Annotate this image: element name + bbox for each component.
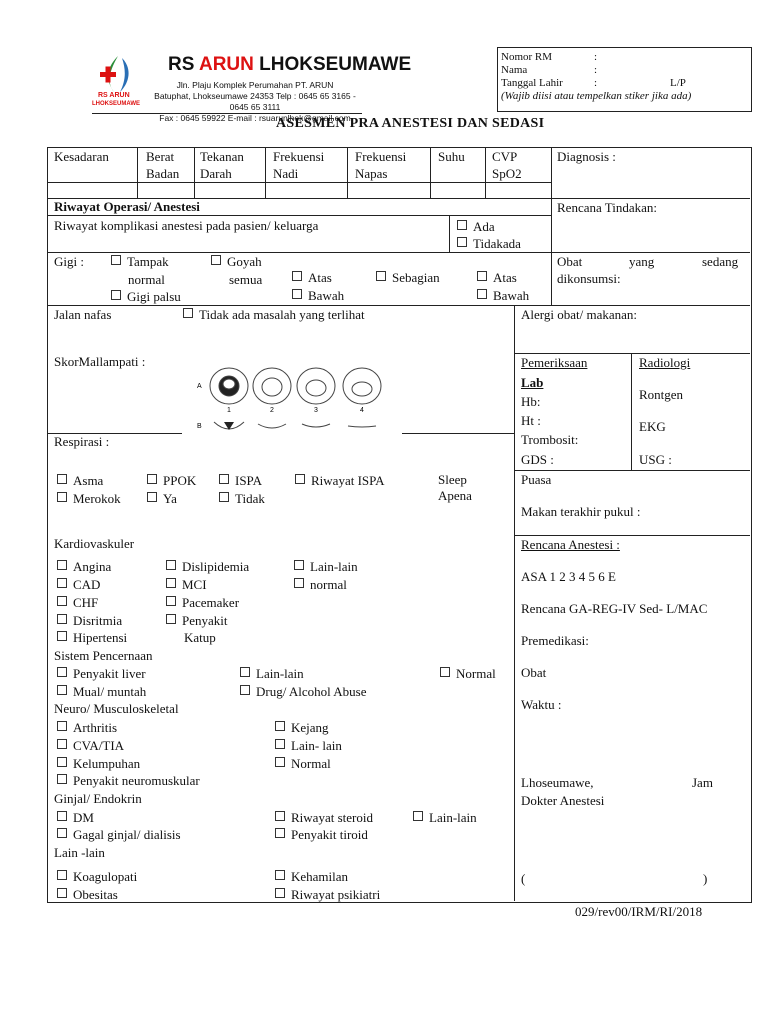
checkbox-ya[interactable] — [147, 492, 157, 502]
diagnosis-label: Diagnosis : — [557, 149, 616, 164]
option-cva-tia[interactable]: CVA/TIA — [57, 738, 124, 754]
hospital-address: Jln. Plaju Komplek Perumahan PT. ARUN Batuphat, Lhokseumawe 24353 Telp : 0645 65 3165 - 0645 65 3111 Fax : 0645 59922 E-mail : rsuarunlhok@gmail.com — [154, 80, 356, 123]
sleep-apnea-2: Apena — [438, 488, 472, 503]
ht-label: Ht : — [521, 413, 541, 428]
option-ada[interactable]: Ada — [457, 219, 495, 235]
hb-label: Hb: — [521, 394, 541, 409]
checkbox-neuromuskular[interactable] — [57, 774, 67, 784]
cvp-label-1: CVP — [492, 149, 518, 164]
row-divider-2 — [47, 252, 750, 253]
option-sebagian[interactable]: Sebagian — [376, 270, 440, 286]
option-merokok[interactable]: Merokok — [57, 491, 121, 507]
checkbox-ppok[interactable] — [147, 474, 157, 484]
kardio-label: Kardiovaskuler — [54, 536, 135, 551]
row-divider-3 — [47, 305, 750, 306]
checkbox-penyakit-liver[interactable] — [57, 667, 67, 677]
mallampati-illustration — [196, 364, 402, 436]
option-riwayat-steroid[interactable]: Riwayat steroid — [275, 810, 373, 826]
option-dislipidemia[interactable]: Dislipidemia — [166, 559, 249, 575]
vitals-col-3 — [265, 147, 266, 198]
checkbox-arthritis[interactable] — [57, 721, 67, 731]
option-angina[interactable]: Angina — [57, 559, 111, 575]
goyah-semua-cont: semua — [229, 272, 263, 287]
checkbox-cva-tia[interactable] — [57, 739, 67, 749]
checkbox-pencernaan-normal[interactable] — [440, 667, 450, 677]
option-tidak[interactable]: Tidak — [219, 491, 265, 507]
checkbox-pacemaker[interactable] — [166, 596, 176, 606]
obat-dikonsumsi-1a: Obat — [557, 254, 583, 269]
option-kelumpuhan[interactable]: Kelumpuhan — [57, 756, 140, 772]
option-kehamilan[interactable]: Kehamilan — [275, 869, 348, 885]
gds-label: GDS : — [521, 452, 554, 467]
vitals-col-1 — [137, 147, 138, 198]
checkbox-goyah-semua[interactable] — [211, 255, 221, 265]
pemeriksaan-heading: Pemeriksaan — [521, 355, 588, 370]
obat-label: Obat — [521, 665, 547, 680]
tekanan-label-2: Darah — [200, 166, 232, 181]
cvp-label-2: SpO2 — [492, 166, 522, 181]
premedikasi-label: Premedikasi: — [521, 633, 589, 648]
nadi-label-2: Nadi — [273, 166, 299, 181]
vitals-col-4 — [347, 147, 348, 198]
header-rule — [92, 113, 362, 114]
checkbox-koagulopati[interactable] — [57, 870, 67, 880]
option-koagulopati[interactable]: Koagulopati — [57, 869, 137, 885]
option-arthritis[interactable]: Arthritis — [57, 720, 117, 736]
checkbox-dm[interactable] — [57, 811, 67, 821]
option-bawah-2[interactable]: Bawah — [477, 288, 529, 304]
option-pencernaan-lain[interactable]: Lain-lain — [240, 666, 304, 682]
option-mci[interactable]: MCI — [166, 577, 207, 593]
sleep-apnea-1: Sleep — [438, 472, 467, 487]
mp-label-b: B — [197, 423, 202, 430]
checkbox-neuro-lain[interactable] — [275, 739, 285, 749]
option-ginjal-lain[interactable]: Lain-lain — [413, 810, 477, 826]
right-column-divider-top — [551, 147, 552, 305]
berat-label-1: Berat — [146, 149, 175, 164]
right-column-divider — [514, 305, 515, 901]
usg-label: USG : — [639, 452, 672, 467]
checkbox-chf[interactable] — [57, 596, 67, 606]
checkbox-tidak-ada-masalah[interactable] — [183, 308, 193, 318]
riwayat-divider — [47, 215, 551, 216]
option-gagal-ginjal[interactable]: Gagal ginjal/ dialisis — [57, 827, 181, 843]
rontgen-label: Rontgen — [639, 387, 684, 402]
mp-label-1: 1 — [227, 407, 231, 414]
puasa-label: Puasa — [521, 472, 552, 487]
mallampati-label: SkorMallampati : — [54, 354, 146, 369]
alergi-label: Alergi obat/ makanan: — [521, 307, 638, 322]
checkbox-kejang[interactable] — [275, 721, 285, 731]
neuro-label: Neuro/ Musculoskeletal — [54, 701, 179, 716]
option-tidak-ada-masalah[interactable]: Tidak ada masalah yang terlihat — [183, 307, 365, 323]
logo-caption-1: RS ARUN — [98, 92, 130, 99]
trombosit-label: Trombosit: — [521, 432, 579, 447]
sex-label: L/P — [670, 77, 686, 89]
obat-dikonsumsi-2: dikonsumsi: — [557, 271, 621, 286]
checkbox-riwayat-steroid[interactable] — [275, 811, 285, 821]
vitals-col-2 — [194, 147, 195, 198]
checkbox-tidak[interactable] — [219, 492, 229, 502]
checkbox-hipertensi[interactable] — [57, 631, 67, 641]
checkbox-gigi-palsu[interactable] — [111, 290, 121, 300]
checkbox-sebagian[interactable] — [376, 271, 386, 281]
option-neuro-lain[interactable]: Lain- lain — [275, 738, 342, 754]
hospital-name: RS ARUN LHOKSEUMAWE — [168, 54, 412, 75]
checkbox-pencernaan-lain[interactable] — [240, 667, 250, 677]
checkbox-bawah[interactable] — [292, 289, 302, 299]
option-disritmia[interactable]: Disritmia — [57, 613, 122, 629]
option-tidakada[interactable]: Tidakada — [457, 236, 521, 252]
option-ispa[interactable]: ISPA — [219, 473, 262, 489]
checkbox-obesitas[interactable] — [57, 888, 67, 898]
checkbox-atas-2[interactable] — [477, 271, 487, 281]
pemeriksaan-divider — [514, 470, 750, 471]
option-pacemaker[interactable]: Pacemaker — [166, 595, 239, 611]
footer-code: 029/rev00/IRM/RI/2018 — [575, 904, 703, 919]
option-kejang[interactable]: Kejang — [275, 720, 329, 736]
mp-label-a: A — [197, 383, 202, 390]
rencana-tindakan-label: Rencana Tindakan: — [557, 200, 658, 215]
checkbox-kardio-normal[interactable] — [294, 578, 304, 588]
hospital-name-accent: ARUN — [198, 54, 254, 75]
dob-colon: : — [594, 77, 598, 89]
checkbox-gagal-ginjal[interactable] — [57, 828, 67, 838]
respirasi-divider-right — [402, 433, 514, 434]
lain-lain-label: Lain -lain — [54, 845, 105, 860]
option-gigi-palsu[interactable]: Gigi palsu — [111, 289, 181, 305]
respirasi-label: Respirasi : — [54, 434, 110, 449]
option-penyakit-katup[interactable]: Penyakit — [166, 613, 228, 629]
checkbox-ada[interactable] — [457, 220, 467, 230]
checkbox-angina[interactable] — [57, 560, 67, 570]
option-asma[interactable]: Asma — [57, 473, 103, 489]
checkbox-ispa[interactable] — [219, 474, 229, 484]
signature-close-paren: ) — [703, 871, 708, 886]
name-colon: : — [594, 64, 598, 76]
mp-label-2: 2 — [270, 407, 274, 414]
name-label: Nama — [501, 64, 528, 76]
option-kardio-lain[interactable]: Lain-lain — [294, 559, 358, 575]
vitals-col-5 — [430, 147, 431, 198]
napas-label-1: Frekuensi — [355, 149, 407, 164]
option-dm[interactable]: DM — [57, 810, 94, 826]
checkbox-riwayat-psikiatri[interactable] — [275, 888, 285, 898]
nadi-label-1: Frekuensi — [273, 149, 325, 164]
ginjal-label: Ginjal/ Endokrin — [54, 791, 142, 806]
jalan-nafas-label: Jalan nafas — [54, 307, 112, 322]
checkbox-tidakada[interactable] — [457, 237, 467, 247]
checkbox-kelumpuhan[interactable] — [57, 757, 67, 767]
option-hipertensi[interactable]: Hipertensi — [57, 630, 127, 646]
option-neuromuskular[interactable]: Penyakit neuromuskular — [57, 773, 200, 789]
mp-label-3: 3 — [314, 407, 318, 414]
katup-label: Katup — [184, 630, 216, 645]
radiologi-heading: Radiologi — [639, 355, 691, 370]
option-mual-muntah[interactable]: Mual/ muntah — [57, 684, 146, 700]
option-tampak-normal[interactable]: Tampak — [111, 254, 169, 270]
checkbox-penyakit-katup[interactable] — [166, 614, 176, 624]
checkbox-asma[interactable] — [57, 474, 67, 484]
vitals-col-6 — [485, 147, 486, 198]
option-goyah-semua[interactable]: Goyah — [211, 254, 262, 270]
kesadaran-label: Kesadaran — [54, 149, 109, 164]
dob-label: Tanggal Lahir — [501, 77, 563, 89]
form-title: ASESMEN PRA ANESTESI DAN SEDASI — [276, 116, 545, 131]
option-drug-abuse[interactable]: Drug/ Alcohol Abuse — [240, 684, 367, 700]
checkbox-ginjal-lain[interactable] — [413, 811, 423, 821]
tekanan-label-1: Tekanan — [200, 149, 244, 164]
rm-colon: : — [594, 51, 598, 63]
gigi-label: Gigi : — [54, 254, 84, 269]
signature-city: Lhoseumawe, — [521, 775, 594, 790]
logo-caption-2: LHOKSEUMAWE — [92, 101, 140, 107]
checkbox-kehamilan[interactable] — [275, 870, 285, 880]
option-neuro-normal[interactable]: Normal — [275, 756, 331, 772]
checkbox-merokok[interactable] — [57, 492, 67, 502]
riwayat-heading: Riwayat Operasi/ Anestesi — [54, 199, 200, 214]
suhu-label: Suhu — [438, 149, 465, 164]
patient-box-note: (Wajib diisi atau tempelkan stiker jika ada) — [501, 90, 692, 102]
obat-dikonsumsi-1c: sedang — [702, 254, 739, 269]
makan-terakhir-label: Makan terakhir pukul : — [521, 504, 641, 519]
lab-radiologi-divider — [631, 353, 632, 470]
rencana-teknik: Rencana GA-REG-IV Sed- L/MAC — [521, 601, 708, 616]
option-ppok[interactable]: PPOK — [147, 473, 196, 489]
waktu-label: Waktu : — [521, 697, 562, 712]
alergi-divider — [514, 353, 750, 354]
option-obesitas[interactable]: Obesitas — [57, 887, 118, 903]
option-atas-2[interactable]: Atas — [477, 270, 517, 286]
obat-dikonsumsi-1b: yang — [629, 254, 655, 269]
signature-open-paren: ( — [521, 871, 526, 886]
option-kardio-normal[interactable]: normal — [294, 577, 347, 593]
checkbox-dislipidemia[interactable] — [166, 560, 176, 570]
napas-label-2: Napas — [355, 166, 388, 181]
checkbox-riwayat-ispa[interactable] — [295, 474, 305, 484]
checkbox-atas[interactable] — [292, 271, 302, 281]
checkbox-disritmia[interactable] — [57, 614, 67, 624]
checkbox-cad[interactable] — [57, 578, 67, 588]
checkbox-bawah-2[interactable] — [477, 289, 487, 299]
checkbox-mci[interactable] — [166, 578, 176, 588]
option-ya[interactable]: Ya — [147, 491, 177, 507]
signature-dokter: Dokter Anestesi — [521, 793, 605, 808]
checkbox-kardio-lain[interactable] — [294, 560, 304, 570]
pencernaan-label: Sistem Pencernaan — [54, 648, 153, 663]
puasa-divider — [514, 535, 750, 536]
option-atas[interactable]: Atas — [292, 270, 332, 286]
vitals-divider — [47, 182, 551, 183]
checkbox-tampak-normal[interactable] — [111, 255, 121, 265]
option-penyakit-tiroid[interactable]: Penyakit tiroid — [275, 827, 368, 843]
ada-col-divider — [449, 215, 450, 252]
asa-options: ASA 1 2 3 4 5 6 E — [521, 569, 616, 584]
option-riwayat-ispa[interactable]: Riwayat ISPA — [295, 473, 385, 489]
option-riwayat-psikiatri[interactable]: Riwayat psikiatri — [275, 887, 380, 903]
checkbox-penyakit-tiroid[interactable] — [275, 828, 285, 838]
option-chf[interactable]: CHF — [57, 595, 98, 611]
checkbox-neuro-normal[interactable] — [275, 757, 285, 767]
rm-label: Nomor RM — [501, 51, 553, 63]
lab-heading: Lab — [521, 375, 544, 390]
tampak-normal-cont: normal — [128, 272, 165, 287]
option-bawah[interactable]: Bawah — [292, 288, 344, 304]
mp-label-4: 4 — [360, 407, 364, 414]
ekg-label: EKG — [639, 419, 666, 434]
rencana-anestesi-heading: Rencana Anestesi : — [521, 537, 620, 552]
checkbox-mual-muntah[interactable] — [57, 685, 67, 695]
option-penyakit-liver[interactable]: Penyakit liver — [57, 666, 146, 682]
option-cad[interactable]: CAD — [57, 577, 100, 593]
option-pencernaan-normal[interactable]: Normal — [440, 666, 496, 682]
berat-label-2: Badan — [146, 166, 180, 181]
riwayat-komplikasi: Riwayat komplikasi anestesi pada pasien/ keluarga — [54, 218, 319, 233]
signature-jam: Jam — [692, 775, 713, 790]
checkbox-drug-abuse[interactable] — [240, 685, 250, 695]
